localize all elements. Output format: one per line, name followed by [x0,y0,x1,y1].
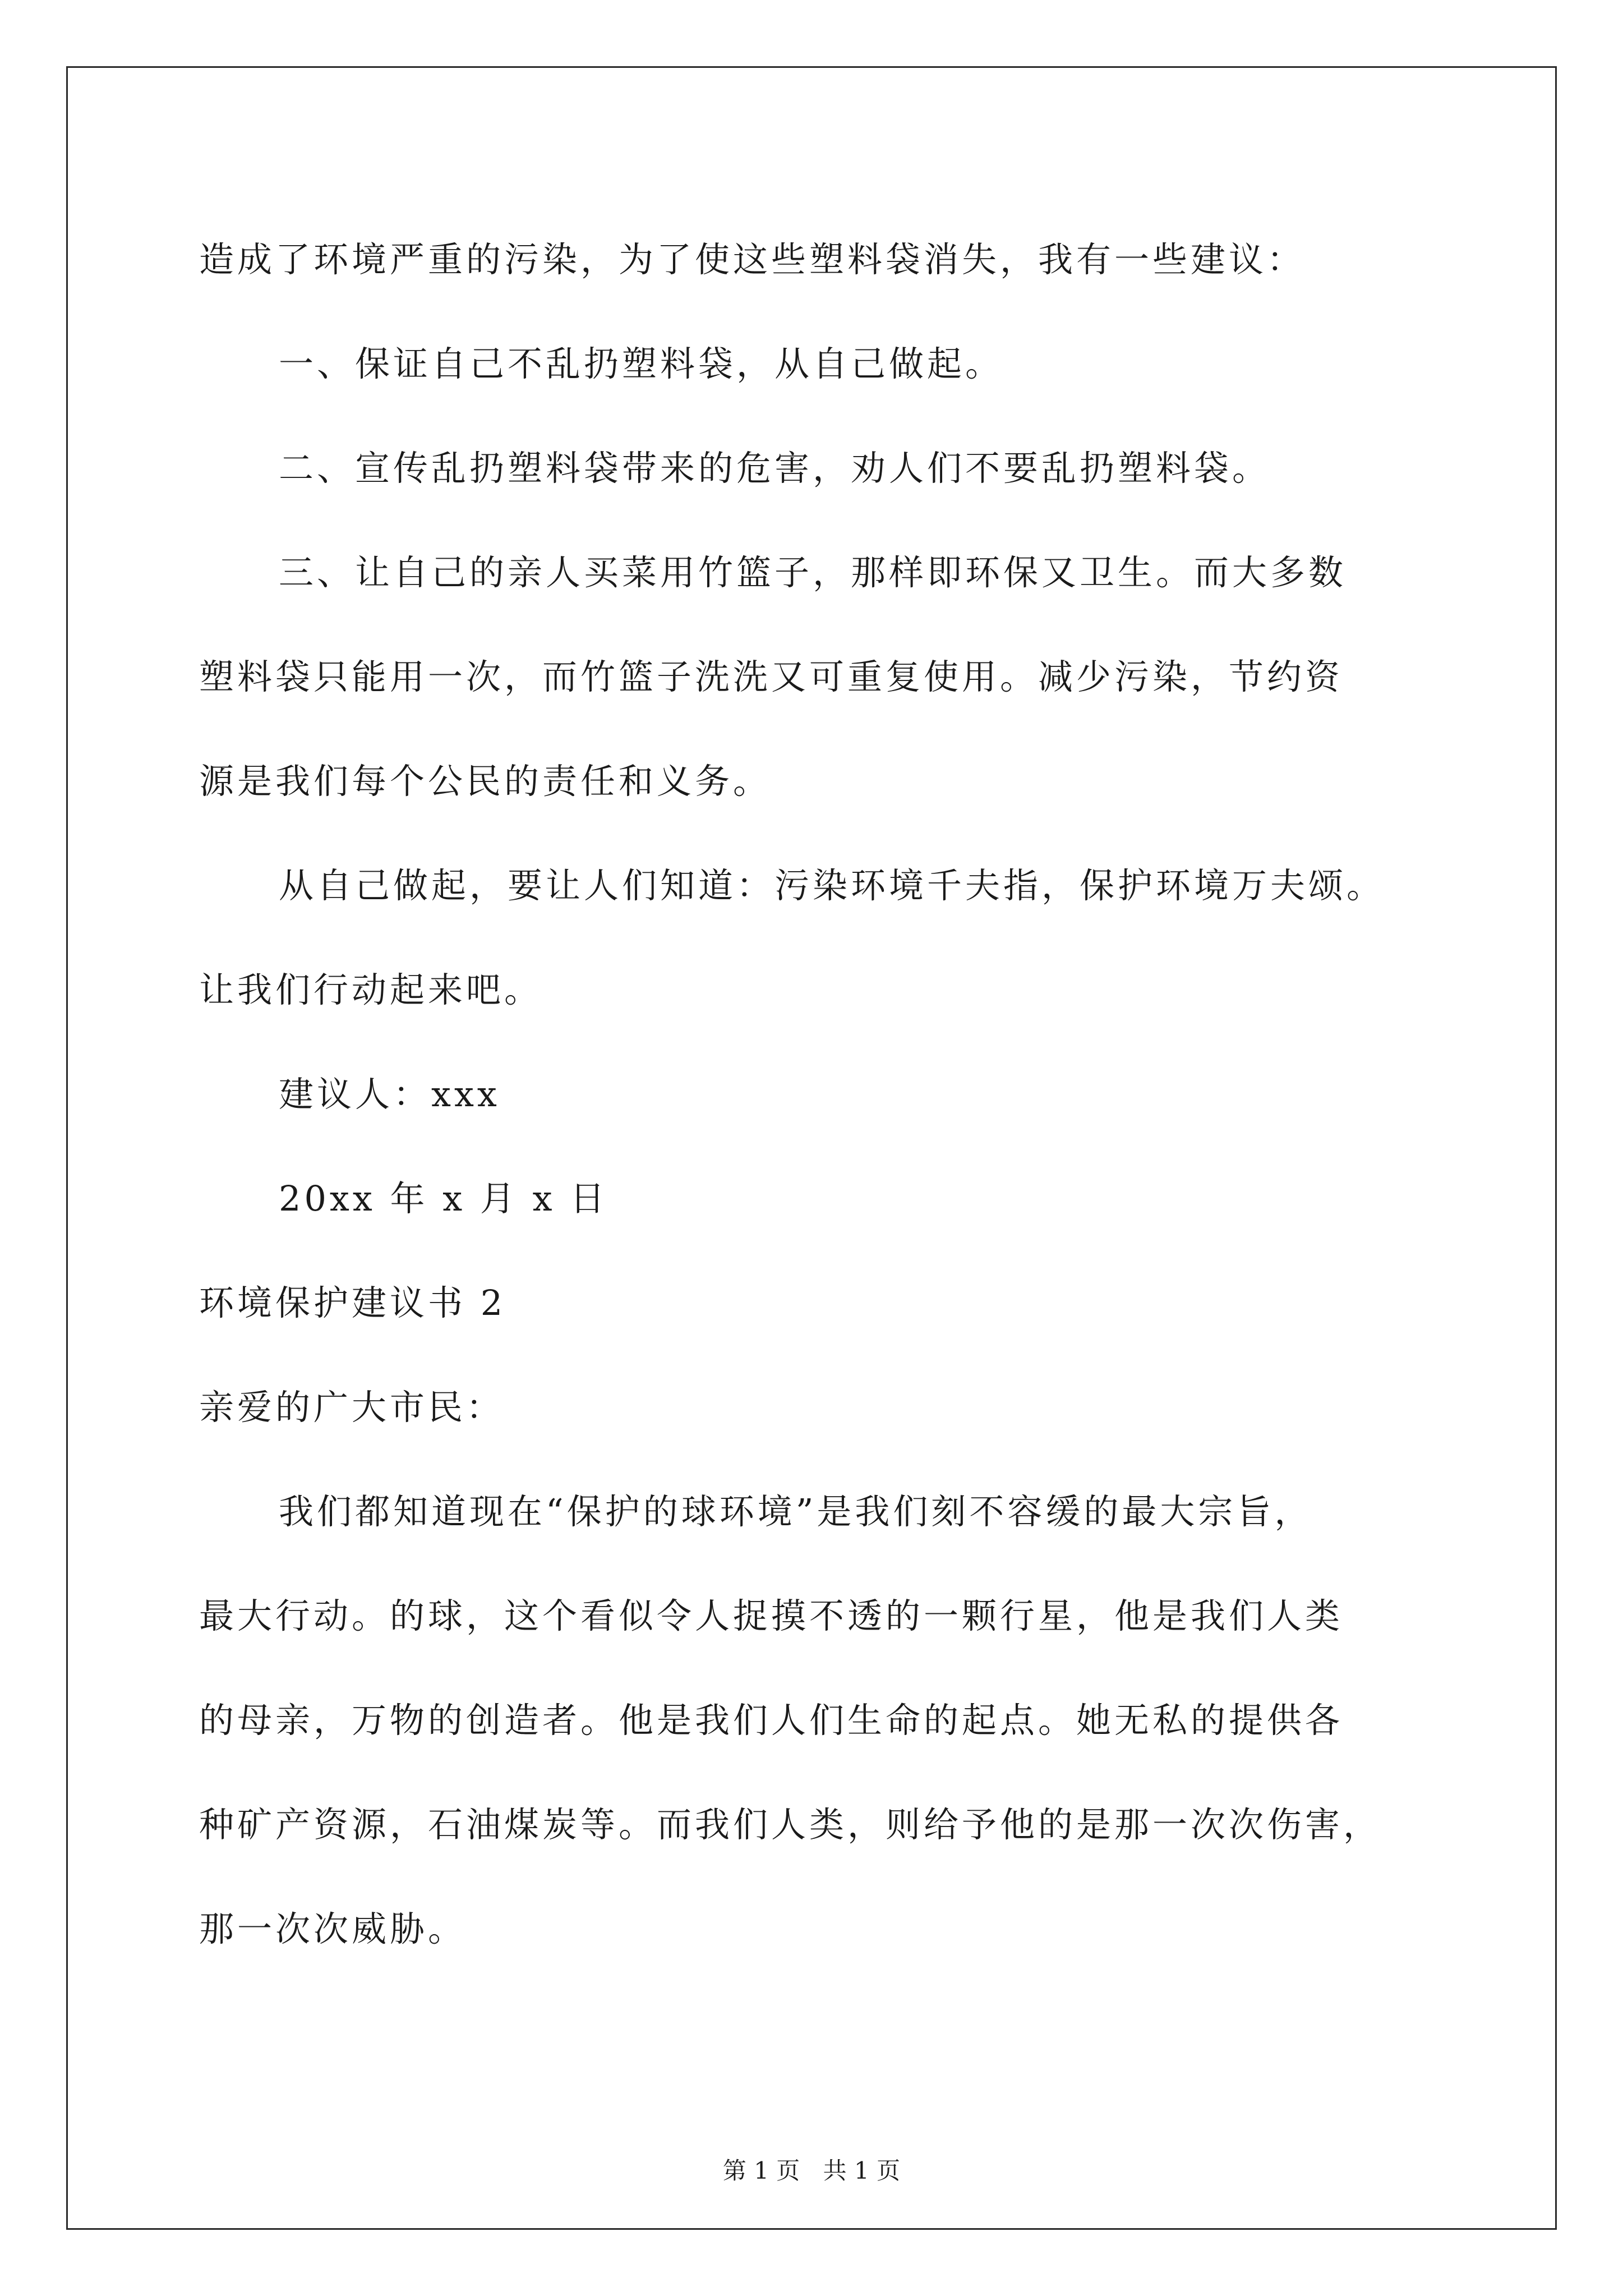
suggestion-3: 三、让自己的亲人买菜用竹篮子，那样即环保又卫生。而大多数 [279,552,1347,593]
document-body [199,208,1441,1981]
paragraph-line: 那一次次威胁。 [199,1908,467,1949]
paragraph-line: 从自己做起，要让人们知道：污染环境千夫指，保护环境万夫颂。 [279,865,1385,906]
paragraph-line: 让我们行动起来吧。 [199,969,543,1010]
paragraph-line: 最大行动。的球，这个看似令人捉摸不透的一颗行星，他是我们人类 [199,1595,1344,1636]
signature-proposer: 建议人：xxx [279,1074,500,1115]
suggestion-2: 二、宣传乱扔塑料袋带来的危害，劝人们不要乱扔塑料袋。 [279,448,1271,489]
page-footer [0,2154,1623,2188]
paragraph-line: 造成了环境严重的污染，为了使这些塑料袋消失，我有一些建议： [199,239,1306,280]
paragraph-line: 塑料袋只能用一次，而竹篮子洗洗又可重复使用。减少污染，节约资 [199,656,1344,697]
suggestion-1: 一、保证自己不乱扔塑料袋，从自己做起。 [279,343,1004,384]
page-number: 第 1 页 [722,2157,800,2184]
salutation: 亲爱的广大市民： [199,1387,505,1428]
paragraph-line: 我们都知道现在“保护的球环境”是我们刻不容缓的最大宗旨， [279,1491,1313,1532]
section-title: 环境保护建议书 2 [199,1282,506,1323]
paragraph-line: 种矿产资源，石油煤炭等。而我们人类，则给予他的是那一次次伤害， [199,1804,1382,1845]
signature-date: 20xx 年 x 月 x 日 [279,1178,608,1219]
paragraph-line: 的母亲，万物的创造者。他是我们人们生命的起点。她无私的提供各 [199,1700,1344,1741]
paragraph-line: 源是我们每个公民的责任和义务。 [199,761,772,802]
page-total: 共 1 页 [823,2157,901,2184]
